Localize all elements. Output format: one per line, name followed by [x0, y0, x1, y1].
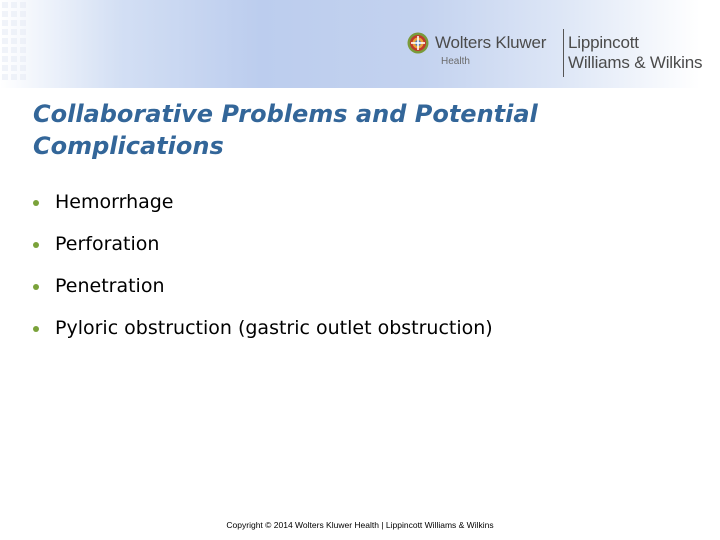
header-band	[0, 0, 720, 88]
brand-sub: Health	[441, 56, 470, 67]
bullet-item	[33, 270, 703, 312]
bullet-list	[33, 186, 703, 354]
slide-title-line-2: Complications	[33, 132, 224, 160]
bullet-item	[33, 228, 703, 270]
bullet-text: Perforation	[55, 233, 160, 255]
bullet-text: Penetration	[55, 275, 165, 297]
brand-name: Wolters Kluwer	[435, 33, 547, 52]
bullet-dot-icon	[33, 326, 39, 332]
bullet-dot-icon	[33, 200, 39, 206]
logo-divider	[563, 29, 564, 77]
bullet-dot-icon	[33, 242, 39, 248]
bullet-text: Pyloric obstruction (gastric outlet obstruction)	[55, 317, 493, 339]
globe-logo-icon	[407, 32, 429, 54]
bullet-item	[33, 186, 703, 228]
slide-title-line-1: Collaborative Problems and Potential	[33, 100, 538, 128]
copyright-footer: Copyright © 2014 Wolters Kluwer Health | Lippincott Williams & Wilkins	[226, 520, 494, 530]
bullet-item	[33, 312, 703, 354]
bullet-dot-icon	[33, 284, 39, 290]
corner-decoration	[0, 0, 28, 90]
slide-title	[33, 98, 673, 162]
bullet-text: Hemorrhage	[55, 191, 174, 213]
partner-line-1: Lippincott	[568, 33, 639, 52]
publisher-logo	[407, 29, 717, 79]
partner-name	[568, 33, 702, 73]
partner-line-2: Williams & Wilkins	[568, 53, 703, 72]
